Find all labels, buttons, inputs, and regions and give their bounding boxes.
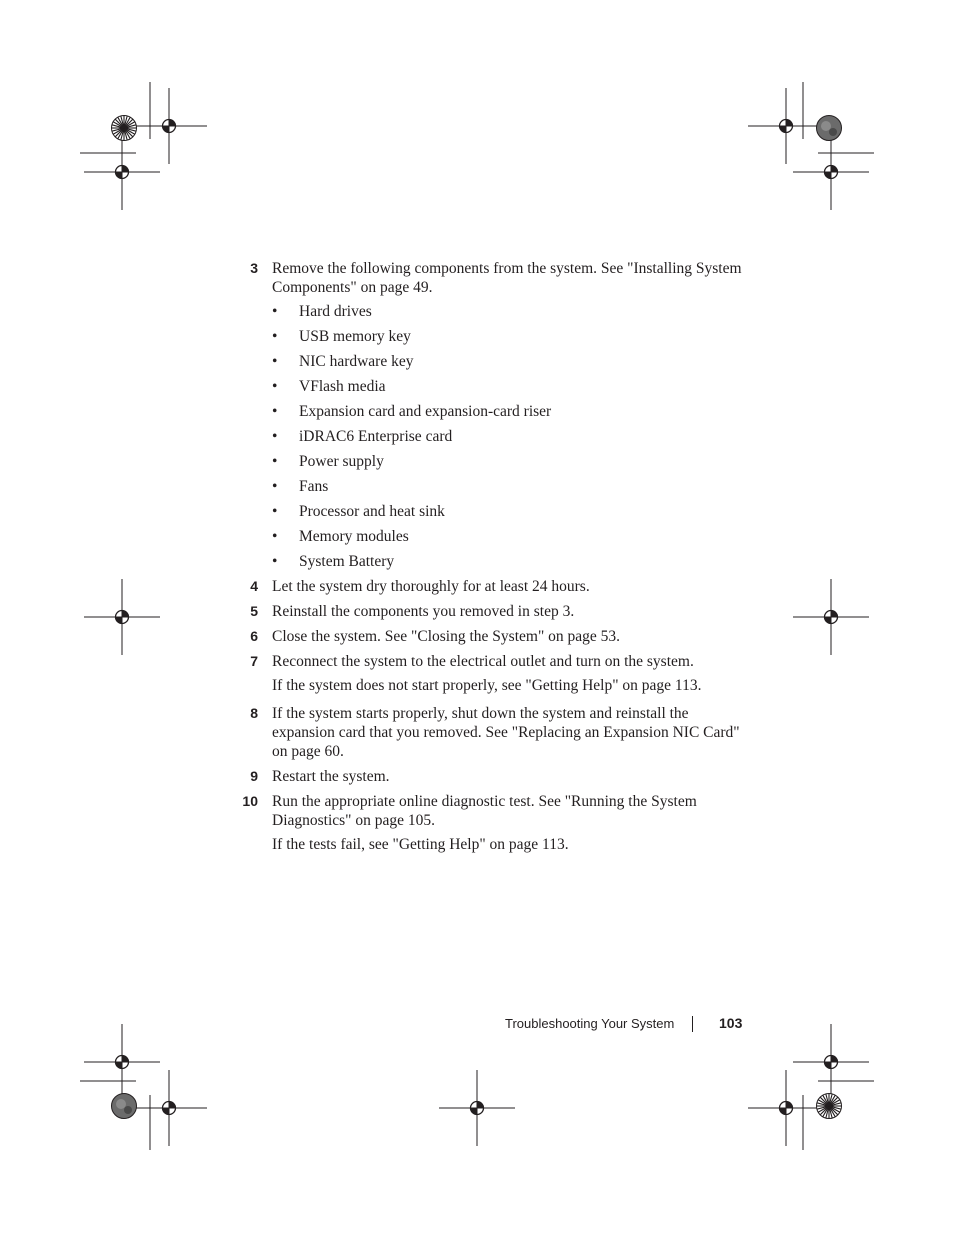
step-text: Let the system dry thoroughly for at least 24 hours. <box>272 578 590 595</box>
step-note: If the system does not start properly, see "Getting Help" on page 113. <box>272 677 702 694</box>
bullet-icon: • <box>272 528 278 545</box>
step-number: 6 <box>250 628 258 644</box>
registration-crosshair-icon <box>793 1024 869 1100</box>
bullet-icon: • <box>272 503 278 520</box>
registration-crosshair-icon <box>131 88 207 164</box>
bullet-icon: • <box>272 478 278 495</box>
step-note: If the tests fail, see "Getting Help" on page 113. <box>272 836 569 853</box>
bullet-icon: • <box>272 353 278 370</box>
step-number: 10 <box>242 793 258 809</box>
starburst-target-icon <box>112 116 137 141</box>
bullet-icon: • <box>272 453 278 470</box>
footer-section-title: Troubleshooting Your System <box>505 1016 675 1031</box>
registration-crosshair-icon <box>748 1070 824 1146</box>
document-page: 3 Remove the following components from the system. See "Installing System Components" on page 49. • Hard drives • USB memory key • NIC hardware key • VFlash media • Expansion card and expansion-card riser • iDRAC6 Enterprise card • Power supply • Fans • Processor and heat sink • Memory modules • System Battery 4 Let the system dry thoroughly for at least 24 hours. 5 Reinstall the components you removed in step 3. 6 Close the system. See "Closing the System" on page 53. 7 Reconnect the system to the electrical outlet and turn on the system. If the system does not start properly, see "Getting Help" on page 113. 8 If the system starts properly, shut down the system and reinstall the expansion card that you removed. See "Replacing an Expansion NIC Card" on page 60. 9 Restart the system. 10 Run the appropriate online diagnostic test. See "Running the System Diagnostics" on page 105. If the tests fail, see "Getting Help" on page 113. Troubleshooting Your System 103 <box>0 0 954 1235</box>
bullet-icon: • <box>272 553 278 570</box>
step-number: 9 <box>250 768 258 784</box>
step-text: Run the appropriate online diagnostic test. See "Running the System Diagnostics" on page 105. <box>272 793 697 829</box>
step-text: Restart the system. <box>272 768 390 785</box>
step-text: Close the system. See "Closing the System" on page 53. <box>272 628 621 645</box>
starburst-target-icon <box>817 1094 842 1119</box>
registration-crosshair-icon <box>748 88 824 164</box>
step-number: 4 <box>250 578 258 594</box>
step-text: Reconnect the system to the electrical outlet and turn on the system. <box>272 653 694 670</box>
step-text: Remove the following components from the system. See "Installing System Components" on page 49. <box>272 260 742 296</box>
registration-crosshair-icon <box>439 1070 515 1146</box>
registration-crosshair-icon <box>84 1024 160 1100</box>
step-number: 8 <box>250 705 258 721</box>
bullet-icon: • <box>272 303 278 320</box>
bullet-icon: • <box>272 428 278 445</box>
step-number: 7 <box>250 653 258 669</box>
page-number: 103 <box>719 1015 743 1031</box>
registration-crosshair-icon <box>793 579 869 655</box>
bullet-icon: • <box>272 328 278 345</box>
registration-crosshair-icon <box>793 134 869 210</box>
bullet-icon: • <box>272 403 278 420</box>
registration-crosshair-icon <box>131 1070 207 1146</box>
starburst-target-icon <box>817 116 842 141</box>
step-text: Reinstall the components you removed in step 3. <box>272 603 575 620</box>
step-number: 3 <box>250 260 258 276</box>
bullet-icon: • <box>272 378 278 395</box>
registration-crosshair-icon <box>84 134 160 210</box>
step-number: 5 <box>250 603 258 619</box>
step-text: If the system starts properly, shut down the system and reinstall the expansion card that you removed. See "Replacing an Expansion NIC Card" on page 60. <box>272 705 740 760</box>
starburst-target-icon <box>112 1094 137 1119</box>
registration-crosshair-icon <box>84 579 160 655</box>
